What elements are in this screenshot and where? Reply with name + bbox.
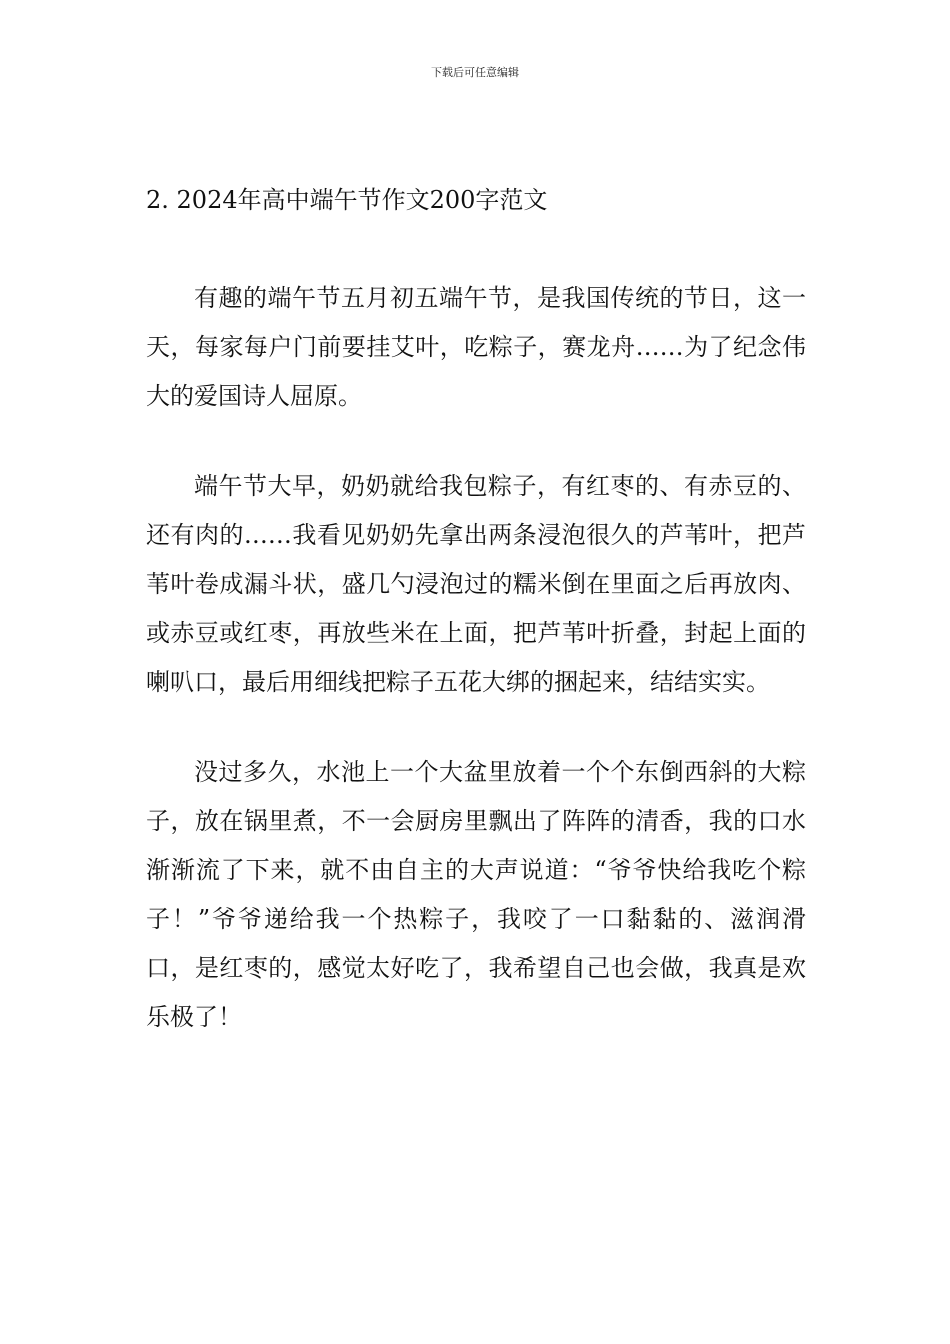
page-header: 下载后可任意编辑 xyxy=(431,66,519,79)
paragraph-3: 没过多久，水池上一个大盆里放着一个个东倒西斜的大粽子，放在锅里煮，不一会厨房里飘出了阵阵的清香，我的口水渐渐流了下来，就不由自主的大声说道：“爷爷快给我吃个粽子！”爷爷递给我一个热粽子，我咬了一口黏黏的、滋润滑口，是红枣的，感觉太好吃了，我希望自己也会做，我真是欢乐极了！ xyxy=(146,758,806,1031)
document-body xyxy=(146,180,806,1042)
document-title: 2. 2024年高中端午节作文200字范文 xyxy=(146,186,548,214)
paragraph-1: 有趣的端午节五月初五端午节，是我国传统的节日，这一天，每家每户门前要挂艾叶，吃粽子，赛龙舟……为了纪念伟大的爱国诗人屈原。 xyxy=(146,284,806,410)
paragraph-2: 端午节大早，奶奶就给我包粽子，有红枣的、有赤豆的、还有肉的……我看见奶奶先拿出两条浸泡很久的芦苇叶，把芦苇叶卷成漏斗状，盛几勺浸泡过的糯米倒在里面之后再放肉、或赤豆或红枣，再放些米在上面，把芦苇叶折叠，封起上面的喇叭口，最后用细线把粽子五花大绑的捆起来，结结实实。 xyxy=(146,472,806,696)
